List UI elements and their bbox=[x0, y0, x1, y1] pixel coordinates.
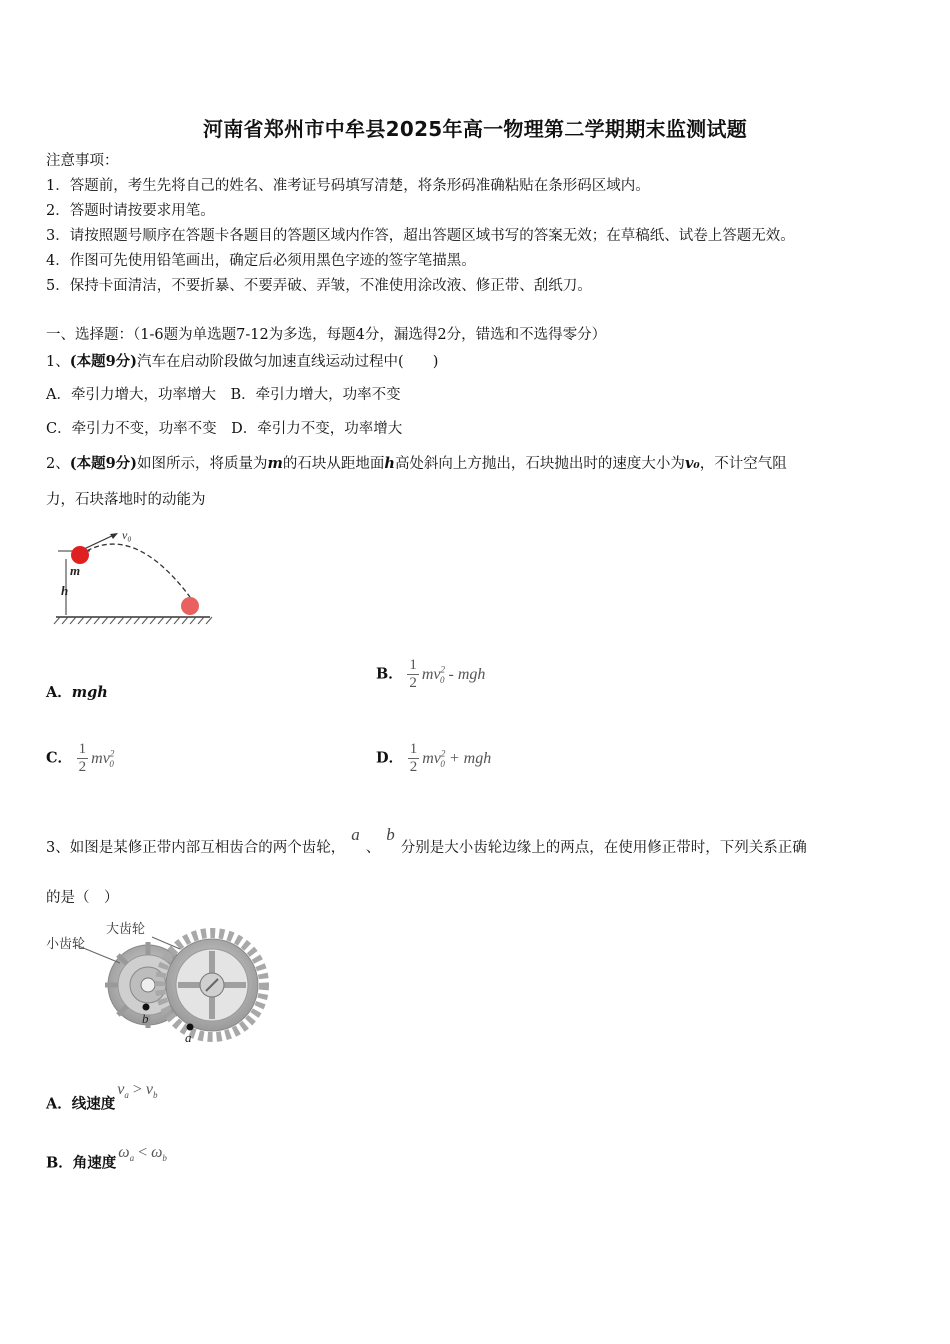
q3-number: 3、 bbox=[46, 840, 70, 856]
mv-text: mv bbox=[421, 665, 441, 683]
sup-2: 2 bbox=[440, 748, 446, 759]
page-title: 河南省郑州市中牟县2025年高一物理第二学期期末监测试题 bbox=[202, 117, 748, 141]
q3-text-b: 分别是大小齿轮边缘上的两点，在使用修正带时，下列关系正确 bbox=[400, 840, 807, 856]
op-gt: > bbox=[132, 1081, 142, 1098]
q3-b: b bbox=[386, 825, 395, 844]
q2-text-c: 高处斜向上方抛出，石块抛出时的速度大小为 bbox=[394, 456, 685, 472]
q1-text: 汽车在启动阶段做匀加速直线运动过程中( ) bbox=[137, 354, 439, 370]
wa-omega: ω bbox=[118, 1144, 130, 1161]
frac-den: 2 bbox=[409, 675, 417, 691]
sub-0: 0 bbox=[109, 758, 114, 769]
wa-sub: a bbox=[129, 1153, 135, 1164]
h-label: h bbox=[61, 583, 69, 598]
q2-option-a-label: A． bbox=[46, 684, 72, 701]
q2-option-b-fraction bbox=[407, 657, 419, 692]
q2-option-a bbox=[46, 683, 108, 703]
q2-v0: v₀ bbox=[684, 455, 700, 472]
q2-projectile-figure bbox=[52, 525, 217, 630]
q2-score: (本题9分) bbox=[69, 455, 138, 472]
vb-sub: b bbox=[153, 1090, 158, 1101]
q1-options-ab: A．牵引力增大，功率增大 B．牵引力增大，功率不变 bbox=[46, 387, 401, 403]
mv-text: mv bbox=[422, 749, 441, 767]
notice-heading: 注意事项： bbox=[46, 153, 119, 169]
notice-item-1: 1．答题前，考生先将自己的姓名、准考证号码填写清楚，将条形码准确粘贴在条形码区域内。 bbox=[46, 178, 650, 194]
q1-score: (本题9分) bbox=[69, 353, 138, 370]
sub-0: 0 bbox=[440, 758, 445, 769]
q3-a: a bbox=[351, 825, 360, 844]
q1-options-cd: C．牵引力不变，功率不变 D．牵引力不变，功率增大 bbox=[46, 421, 403, 437]
frac-den: 2 bbox=[78, 759, 87, 775]
q2-option-b bbox=[376, 657, 485, 692]
notice-item-2: 2．答题时请按要求用笔。 bbox=[46, 203, 215, 219]
notice-item-5: 5．保持卡面清洁，不要折暴、不要弄破、弄皱，不准使用涂改液、修正带、刮纸刀。 bbox=[46, 278, 592, 294]
sub-0: 0 bbox=[440, 674, 445, 685]
stone-start bbox=[71, 546, 89, 564]
q2-text-b: 的石块从距地面 bbox=[282, 456, 385, 472]
op-lt: < bbox=[138, 1144, 148, 1161]
stone-landing bbox=[181, 597, 199, 615]
frac-num: 1 bbox=[409, 657, 417, 673]
m-label: m bbox=[70, 563, 81, 578]
big-gear-label: 大齿轮 bbox=[106, 922, 146, 937]
q2-option-c-label: C． bbox=[46, 749, 73, 767]
q2-option-b-tail: - mgh bbox=[448, 665, 486, 683]
q2-number: 2、 bbox=[46, 456, 70, 472]
q2-option-c-fraction bbox=[77, 741, 89, 776]
section-heading: 一、选择题：（1-6题为单选题7-12为多选，每题4分，漏选得2分，错选和不选得零分） bbox=[46, 327, 607, 343]
q3-text-line2: 的是（ ） bbox=[46, 890, 119, 906]
sup-2: 2 bbox=[440, 664, 446, 675]
va-sub: a bbox=[124, 1090, 129, 1101]
notice-item-4: 4．作图可先使用铅笔画出，确定后必须用黑色字迹的签字笔描黑。 bbox=[46, 253, 476, 269]
q3-text-a: 如图是某修正带内部互相齿合的两个齿轮， bbox=[69, 840, 346, 856]
vb-v: v bbox=[145, 1081, 153, 1098]
q2-text-line2: 力，石块落地时的动能为 bbox=[46, 492, 206, 508]
q3-option-b-label: B．角速度 bbox=[46, 1154, 117, 1172]
question-2 bbox=[46, 454, 787, 474]
point-b bbox=[143, 1004, 150, 1011]
q1-number: 1、 bbox=[46, 354, 70, 370]
frac-num: 1 bbox=[409, 741, 418, 757]
q2-option-d-fraction bbox=[408, 741, 420, 776]
big-gear bbox=[160, 933, 264, 1037]
q2-option-d bbox=[376, 741, 491, 776]
wb-omega: ω bbox=[151, 1144, 163, 1161]
q2-option-a-math: mgh bbox=[71, 684, 108, 701]
a-label: a bbox=[185, 1030, 192, 1045]
question-3 bbox=[46, 822, 807, 873]
q2-option-b-label: B． bbox=[376, 665, 403, 683]
q2-option-d-tail: + mgh bbox=[448, 749, 492, 767]
question-1 bbox=[46, 352, 438, 372]
q2-option-c bbox=[46, 741, 114, 776]
mv-text: mv bbox=[91, 749, 110, 767]
sup-2: 2 bbox=[109, 748, 115, 759]
q3-option-b bbox=[46, 1144, 167, 1176]
q3-option-a-label: A．线速度 bbox=[46, 1095, 116, 1113]
q3-gear-figure bbox=[40, 915, 270, 1050]
q2-text-a: 如图所示，将质量为 bbox=[137, 456, 268, 472]
q2-option-d-label: D． bbox=[376, 749, 404, 767]
wb-sub: b bbox=[162, 1153, 167, 1164]
q2-text-d: ，不计空气阻 bbox=[699, 456, 787, 472]
va-v: v bbox=[117, 1081, 125, 1098]
b-label: b bbox=[142, 1011, 149, 1026]
small-gear-label: 小齿轮 bbox=[46, 937, 86, 952]
v0-label: v₀ bbox=[122, 528, 132, 542]
frac-den: 2 bbox=[409, 759, 418, 775]
q2-m: m bbox=[267, 455, 283, 472]
q3-sep: 、 bbox=[365, 840, 381, 856]
q2-h: h bbox=[384, 455, 395, 472]
q3-option-a bbox=[46, 1081, 158, 1117]
notice-item-3: 3．请按照题号顺序在答题卡各题目的答题区域内作答，超出答题区域书写的答案无效；在草稿纸、试卷上答题无效。 bbox=[46, 228, 795, 244]
frac-num: 1 bbox=[78, 741, 87, 757]
